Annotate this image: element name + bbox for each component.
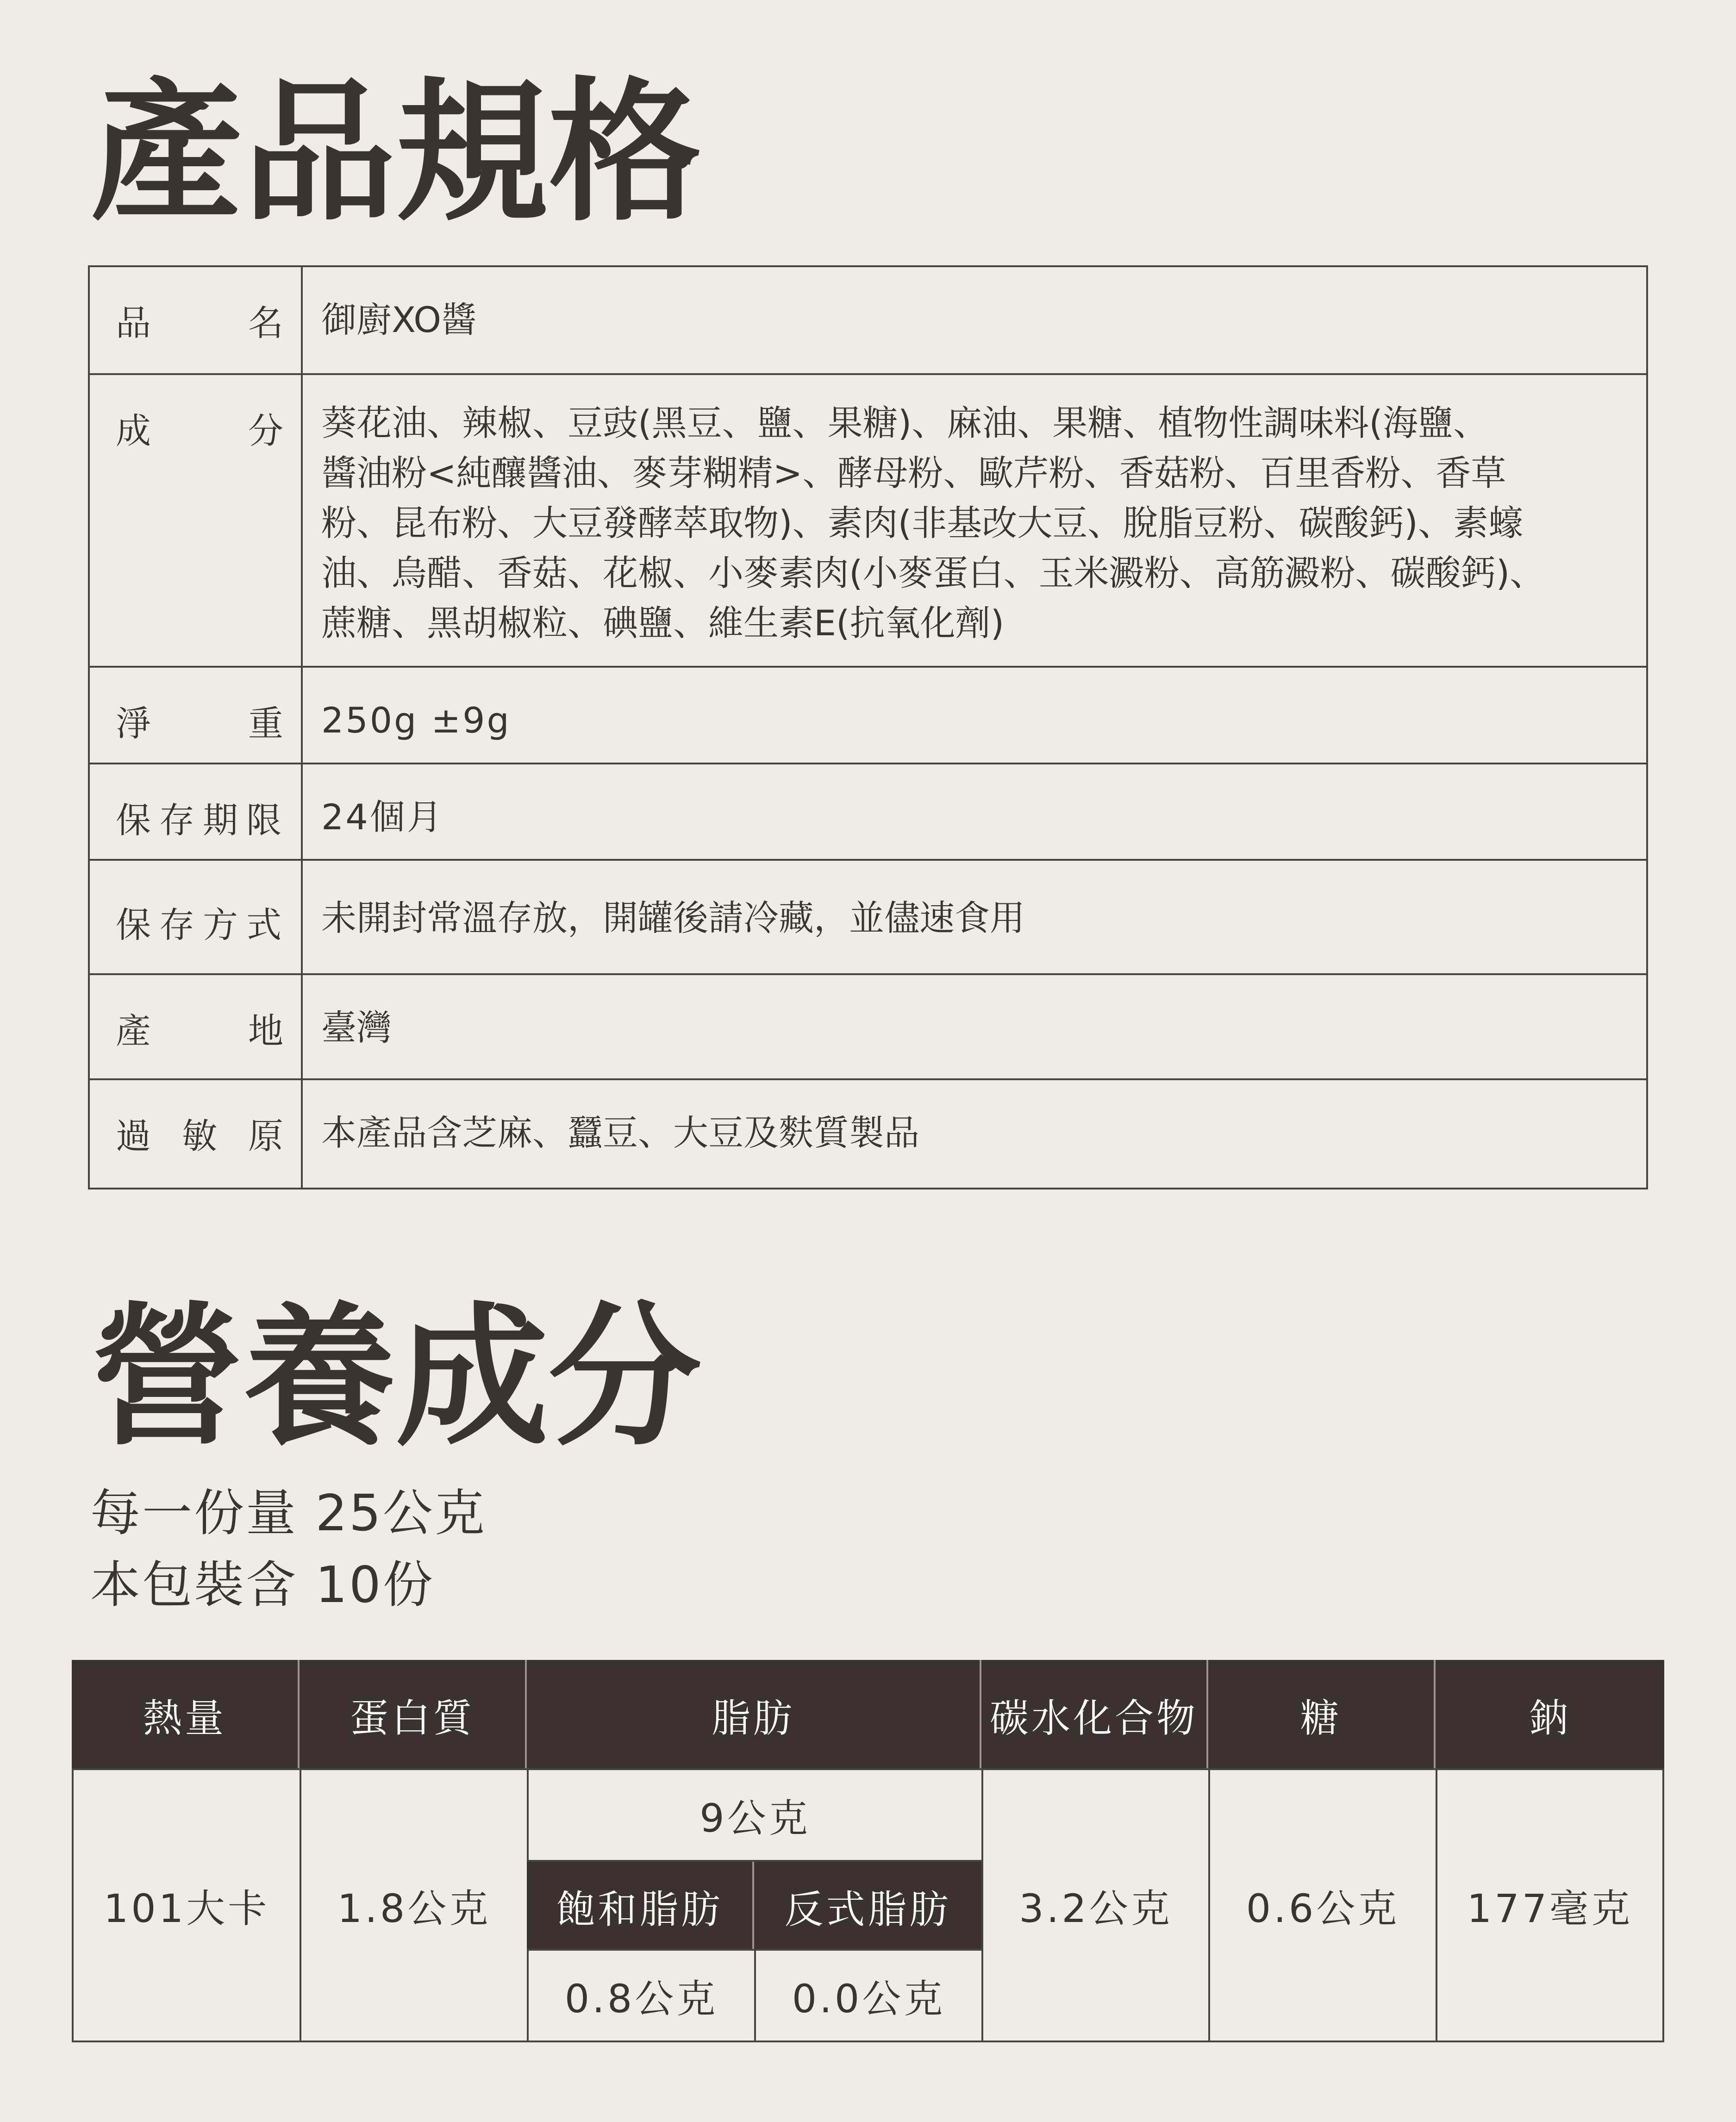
spec-title: 產品規格 [90, 64, 701, 242]
spec-value-shelf-life: 24個月 [302, 764, 1647, 860]
value-carbs: 3.2公克 [981, 1768, 1210, 2042]
spec-label-ingredients [89, 374, 302, 667]
header-carbs: 碳水化合物 [981, 1660, 1208, 1770]
header-saturated-fat: 飽和脂肪 [527, 1862, 754, 1951]
ingredient-line: 蔗糖、黑胡椒粒、碘鹽、維生素E(抗氧化劑) [321, 602, 1005, 644]
header-sugar: 糖 [1208, 1660, 1436, 1770]
spec-table [88, 265, 1648, 1189]
value-fat: 9公克 [527, 1768, 983, 1862]
table-row [89, 667, 1647, 764]
value-calories: 101大卡 [72, 1768, 301, 2042]
table-row [89, 860, 1647, 974]
spec-value-ingredients [302, 374, 1647, 667]
value-sodium: 177毫克 [1436, 1768, 1664, 2042]
header-sodium: 鈉 [1436, 1660, 1664, 1770]
label-char: 原 [248, 1115, 292, 1157]
spec-value-name: 御廚XO醬 [302, 266, 1647, 374]
spec-label-storage: 保存方式 [89, 860, 302, 974]
value-trans-fat: 0.0公克 [754, 1949, 983, 2042]
nutrition-table [72, 1660, 1664, 2042]
ingredient-line: 醬油粉<純釀醬油、麥芽糊精>、酵母粉、歐芹粉、香菇粉、百里香粉、香草 [321, 452, 1506, 494]
value-sugar: 0.6公克 [1208, 1768, 1437, 2042]
spec-value-allergen: 本產品含芝麻、蠶豆、大豆及麩質製品 [302, 1079, 1647, 1189]
spec-value-weight: 250g ±9g [302, 667, 1647, 764]
label-char: 分 [248, 410, 292, 451]
spec-label-weight [89, 667, 302, 764]
label-char: 成 [116, 410, 159, 451]
ingredient-line: 葵花油、辣椒、豆豉(黑豆、鹽、果糖)、麻油、果糖、植物性調味料(海鹽、 [321, 402, 1488, 444]
table-row [89, 266, 1647, 374]
label-char: 重 [248, 703, 292, 744]
value-protein: 1.8公克 [300, 1768, 529, 2042]
nutrition-title: 營養成分 [90, 1289, 701, 1466]
label-char: 品 [116, 302, 159, 344]
table-row [89, 1079, 1647, 1189]
spec-label-allergen [89, 1079, 302, 1189]
ingredient-line: 粉、昆布粉、大豆發酵萃取物)、素肉(非基改大豆、脫脂豆粉、碳酸鈣)、素蠔 [321, 502, 1524, 544]
header-protein: 蛋白質 [300, 1660, 527, 1770]
spec-value-origin: 臺灣 [302, 974, 1647, 1079]
label-char: 產 [116, 1010, 159, 1052]
ingredient-line: 油、烏醋、香菇、花椒、小麥素肉(小麥蛋白、玉米澱粉、高筋澱粉、碳酸鈣)、 [321, 552, 1545, 594]
header-calories: 熱量 [72, 1660, 300, 1770]
serving-size: 每一份量 25公克 [90, 1484, 487, 1542]
spec-label-shelf-life: 保存期限 [89, 764, 302, 860]
header-trans-fat: 反式脂肪 [754, 1862, 981, 1951]
label-char: 地 [248, 1010, 292, 1052]
spec-label-origin [89, 974, 302, 1079]
servings-per-package: 本包裝含 10份 [90, 1556, 435, 1614]
spec-value-storage: 未開封常溫存放，開罐後請冷藏，並儘速食用 [302, 860, 1647, 974]
table-row [89, 764, 1647, 860]
spec-label-name [89, 266, 302, 374]
label-char: 敏 [182, 1115, 225, 1157]
table-row [89, 974, 1647, 1079]
table-row [89, 374, 1647, 667]
label-char: 名 [248, 302, 292, 344]
value-saturated-fat: 0.8公克 [527, 1949, 756, 2042]
header-fat: 脂肪 [527, 1660, 981, 1770]
label-char: 過 [116, 1115, 159, 1157]
label-char: 淨 [116, 703, 159, 744]
